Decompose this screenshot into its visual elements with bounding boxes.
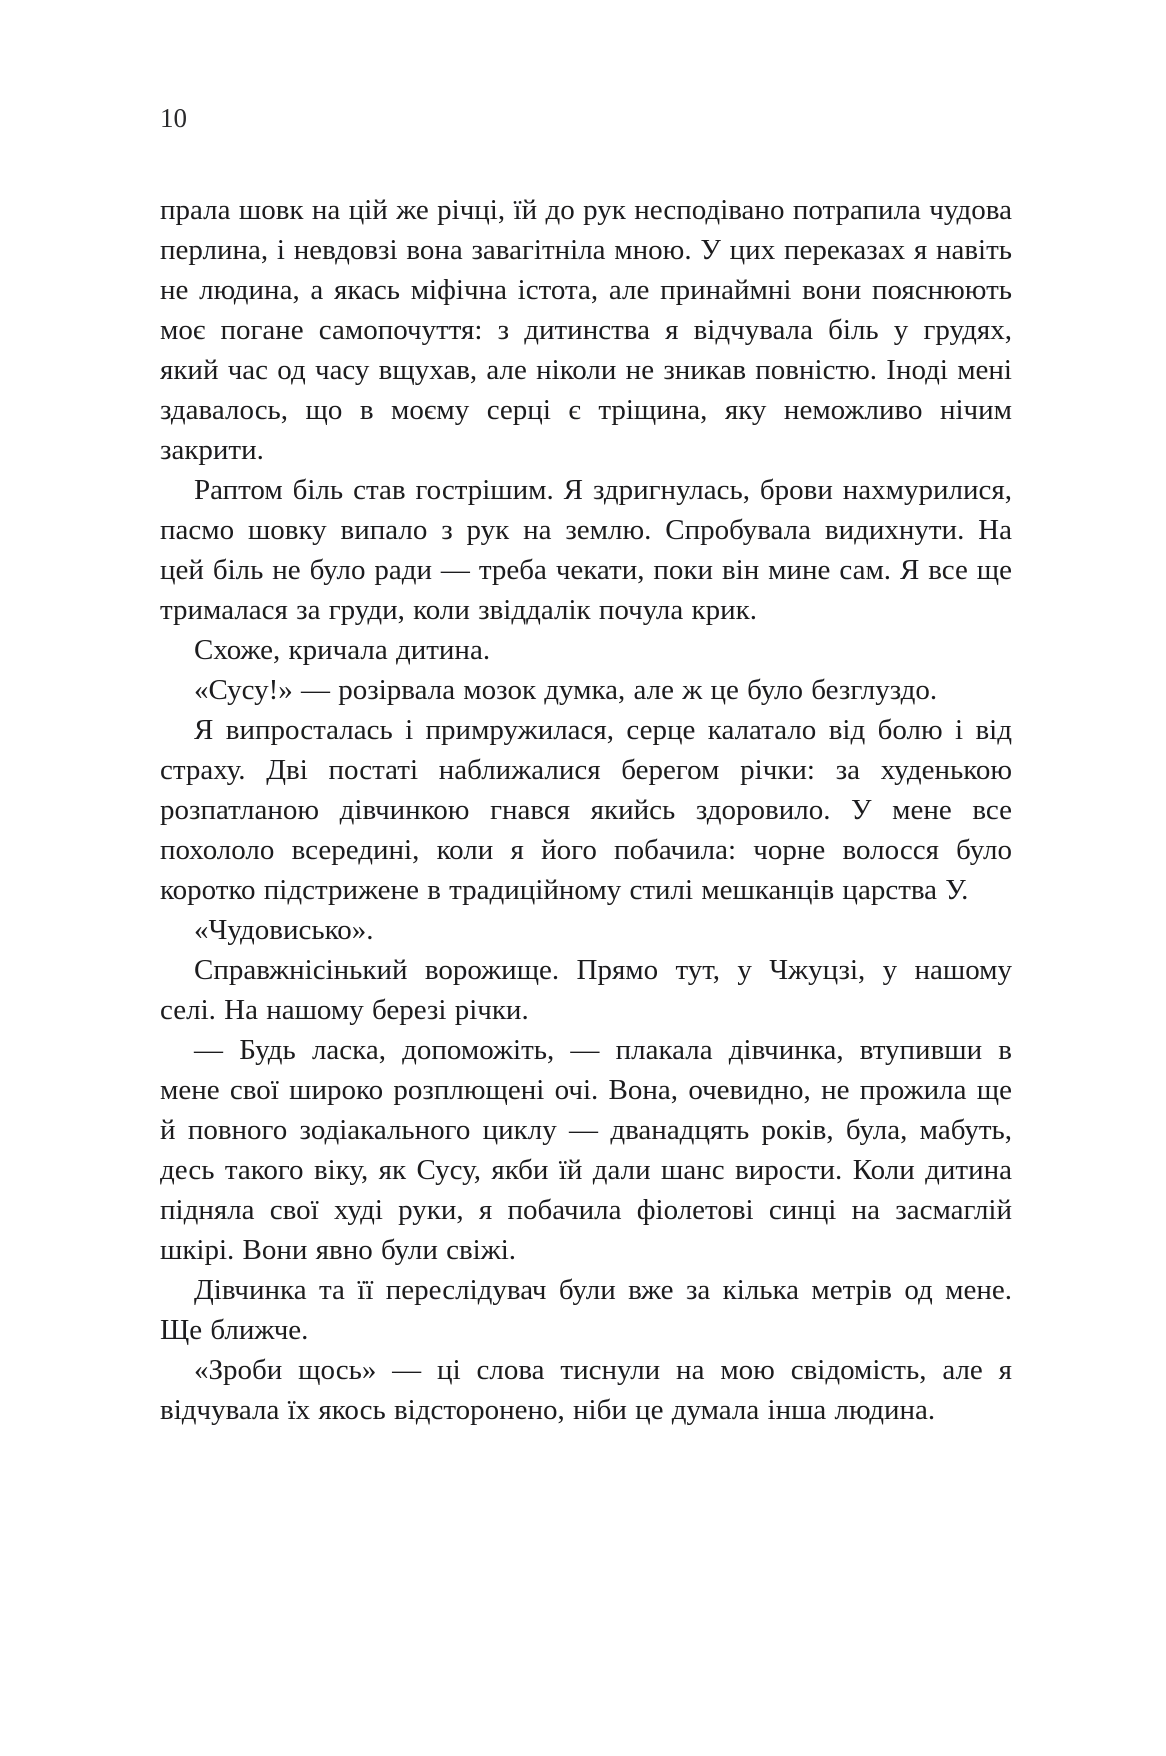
paragraph: «Зроби щось» — ці слова тиснули на мою свідомість, але я відчувала їх якось відсторонено, ніби це думала інша людина.	[160, 1354, 1012, 1426]
paragraph: Дівчинка та її переслідувач були вже за кілька метрів од мене. Ще ближче.	[160, 1274, 1012, 1346]
paragraph: Схоже, кричала дитина.	[194, 634, 491, 666]
paragraph: — Будь ласка, допоможіть, — плакала дівчинка, втупивши в мене свої широко розплющені очі. Вона, очевидно, не прожила ще й повного зодіакального циклу — дванадцять років, була, мабуть, десь такого віку, як Сусу, якби їй дали шанс вирости. Коли дитина підняла свої худі руки, я побачила фіолетові синці на засмаглій шкірі. Вони явно були свіжі.	[160, 1034, 1012, 1266]
paragraph: Я випросталась і примружилася, серце калатало від болю і від страху. Дві постаті наближалися берегом річки: за худенькою розпатланою дівчинкою гнався якийсь здоровило. У мене все похололо всередині, коли я його побачила: чорне волосся було коротко підстрижене в традиційному стилі мешканців царства У.	[160, 714, 1012, 906]
text-block	[160, 190, 1012, 1430]
paragraph: Справжнісінький ворожище. Прямо тут, у Чжуцзі, у нашому селі. На нашому березі річки.	[160, 954, 1012, 1026]
paragraph: прала шовк на цій же річці, їй до рук несподівано потрапила чудова перлина, і невдовзі вона завагітніла мною. У цих переказах я навіть не людина, а якась міфічна істота, але принаймні вони пояснюють моє погане самопочуття: з дитинства я відчувала біль у грудях, який час од часу вщухав, але ніколи не зникав повністю. Іноді мені здавалось, що в моєму серці є тріщина, яку неможливо нічим закрити.	[160, 194, 1012, 466]
page-number: 10	[160, 103, 187, 133]
paragraph: Раптом біль став гострішим. Я здригнулась, брови нахмурилися, пасмо шовку випало з рук на землю. Спробувала видихнути. На цей біль не було ради — треба чекати, поки він мине сам. Я все ще трималася за груди, коли звіддалік почула крик.	[160, 474, 1012, 626]
paragraph: «Чудовисько».	[194, 914, 374, 946]
paragraph: «Сусу!» — розірвала мозок думка, але ж це було безглуздо.	[194, 674, 938, 706]
